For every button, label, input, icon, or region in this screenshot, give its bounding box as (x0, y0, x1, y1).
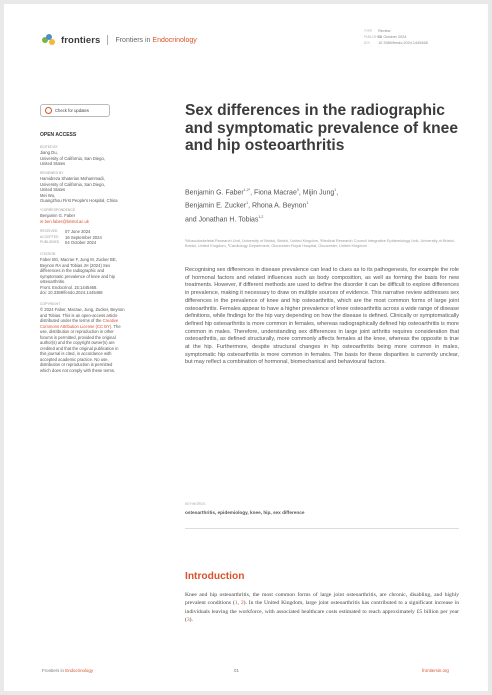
correspondence-label: *CORRESPONDENCE (40, 207, 76, 212)
author[interactable]: and Jonathan H. Tobias (185, 215, 259, 223)
intro-heading: Introduction (185, 571, 245, 582)
article-meta (364, 28, 428, 46)
intro-text: ). In the United Kingdom, large joint osteoarthritis has contributed to a significant increase in individuals leaving the workforce, with associated healthcare costs estimated to reach approximately £5 billion per year ( (185, 600, 459, 623)
edited-by-label: EDITED BY (40, 144, 58, 149)
author[interactable]: , Fiona Macrae (250, 189, 297, 197)
sidebar (40, 104, 150, 377)
footer-prefix: Frontiers in (42, 668, 66, 673)
meta-doi[interactable] (364, 40, 428, 46)
author[interactable]: , Benjamin E. Zucker (185, 189, 339, 210)
author-sup: 1 (246, 201, 249, 206)
author[interactable]: , Mijin Jung (298, 189, 335, 197)
reference-link[interactable]: 1 (234, 600, 238, 607)
article-title: Sex differences in the radiographic and symptomatic prevalence of knee and hip osteoarthritis (185, 102, 458, 154)
meta-key: PUBLISHED (364, 35, 383, 39)
footer-site-link[interactable]: frontiersin.org (422, 668, 449, 673)
open-access-label: OPEN ACCESS (40, 132, 77, 138)
date-row (40, 240, 150, 246)
correspondence (40, 213, 150, 224)
frontiers-logo-icon (42, 34, 56, 46)
cc-license-link[interactable]: Creative Commons Attribution License (CC BY). (40, 318, 119, 329)
meta-key: TYPE (364, 29, 373, 33)
header-divider (107, 35, 108, 45)
reviewed-by: Hamidreza Shaterian Mohammadi, University of California, San Diego, United States Mei Wu, Guangzhou First People's Hospital, China (40, 176, 118, 203)
citation: Faber BG, Macrae F, Jung M, Zucker BE, Beynon RA and Tobias JH (2024) Sex differences in the radiographic and symptomatic prevalence of knee and hip osteoarthritis. Front. Endocrinol. 15:1445468. doi: 10.3389/fendo.2024.1445468 (40, 257, 117, 295)
footer-journal (42, 668, 93, 673)
author[interactable]: Benjamin G. Faber (185, 189, 244, 197)
reference-link[interactable]: 2 (240, 600, 244, 607)
copyright-text: © 2024 Faber, Macrae, Jung, Zucker, Beynon and Tobias. This is an open-access article distributed under the terms of the (40, 307, 125, 323)
intro-text: ). (189, 616, 193, 623)
frontiers-logo[interactable] (42, 34, 197, 46)
keywords: osteoarthritis, epidemiology, knee, hip, sex difference (185, 510, 305, 515)
author[interactable]: , Rhona A. Beynon (248, 202, 307, 210)
intro-text: , (237, 600, 241, 607)
journal-title (115, 37, 196, 44)
paper-page (4, 4, 488, 691)
date-value: 04 October 2024 (65, 240, 97, 245)
check-updates-label: Check for updates (55, 107, 89, 113)
citation-label: CITATION (40, 251, 56, 256)
author-list (185, 185, 445, 225)
date-key: RECEIVED (40, 229, 58, 233)
footer-journal-name[interactable]: Endocrinology (65, 668, 94, 673)
keywords-label: KEYWORDS (185, 502, 206, 506)
date-value: 16 September 2024 (65, 234, 102, 240)
copyright-label: COPYRIGHT (40, 301, 61, 306)
intro-paragraph (185, 591, 459, 624)
meta-key: DOI (364, 41, 370, 45)
page-number: 01 (234, 668, 239, 673)
edited-by: Jiang Du, University of California, San Diego, United States (40, 150, 105, 166)
author-sup: 1,2 (258, 214, 264, 219)
brand-name: frontiers (61, 34, 101, 46)
doi-link[interactable]: 10.3389/fendo.2024.1445468 (378, 41, 428, 45)
reference-link[interactable]: 3 (186, 616, 190, 623)
author-sup: 3 (296, 188, 299, 192)
divider (185, 528, 459, 529)
refresh-icon (45, 107, 52, 114)
intro-text: Knee and hip osteoarthritis, the most common forms of large joint osteoarthritis, are chronic, disabling, and highly prevalent conditions ( (185, 592, 459, 607)
author-sup: 1 (306, 201, 309, 206)
copyright (40, 307, 150, 373)
reviewed-by-label: REVIEWED BY (40, 170, 64, 175)
date-key: PUBLISHED (40, 240, 60, 244)
check-updates-button[interactable] (40, 104, 110, 117)
author-sup: 1,2* (243, 188, 251, 192)
copyright-text-2: The use, distribution or reproduction in other forums is permitted, provided the original author(s) and the copyright owner(s) are credited and that the original publication in this journal is cited, in accordance with accepted academic practice. No use, distribution or reproduction is permitted which does not comply with these terms. (40, 323, 121, 373)
affiliations: ¹Musculoskeletal Research Unit, University of Bristol, Bristol, United Kingdom, ²Medical Research Council Integrative Epidemiology Unit, University of Bristol, Bristol, United Kingdom, ³Cardiology Department, Gloucester Royal Hospital, Gloucester, United Kingdom (185, 238, 455, 249)
corr-name: Benjamin G. Faber (40, 213, 76, 218)
dates (40, 229, 150, 246)
meta-value: Review (378, 29, 391, 33)
journal-prefix: Frontiers in (115, 36, 151, 44)
corr-email-link[interactable]: ✉ ben.faber@bristol.ac.uk (40, 218, 89, 224)
date-key: ACCEPTED (40, 234, 59, 239)
author-sup: 1 (334, 188, 337, 192)
abstract: Recognising sex differences in disease prevalence can lead to clues as to its pathogenesis, for example the role of hormonal factors and related influences such as body composition, as well as forming the basis for new treatments. However, if different methods are used to define the disorder it can be difficult to explore differences in prevalence, making it necessary to draw on multiple sources of evidence. This narrative review addresses sex differences in the prevalence of knee and hip osteoarthritis, which are the most common forms of large joint osteoarthritis. Females appear to have a higher prevalence of knee osteoarthritis across a wide range of disease definitions, while findings for the hip vary depending on how the disease is defined. Clinically or symptomatically defined hip osteoarthritis is more common in females, whereas radiographically defined hip osteoarthritis is more common in males. Therefore, understanding sex differences in large joint arthritis requires consideration that osteoarthritis, as defined structurally, more commonly affects females at the knee, whereas the opposite is true at the hip. Furthermore, despite structural changes in hip osteoarthritis being more common in males, symptomatic hip osteoarthritis is more common in females. The basis for these disparities is currently unclear, but may reflect a combination of hormonal, biomechanical and behavioural factors. (185, 267, 459, 366)
meta-value: 04 October 2024 (378, 35, 407, 39)
date-value: 07 June 2024 (65, 229, 91, 234)
journal-name: Endocrinology (152, 36, 197, 44)
